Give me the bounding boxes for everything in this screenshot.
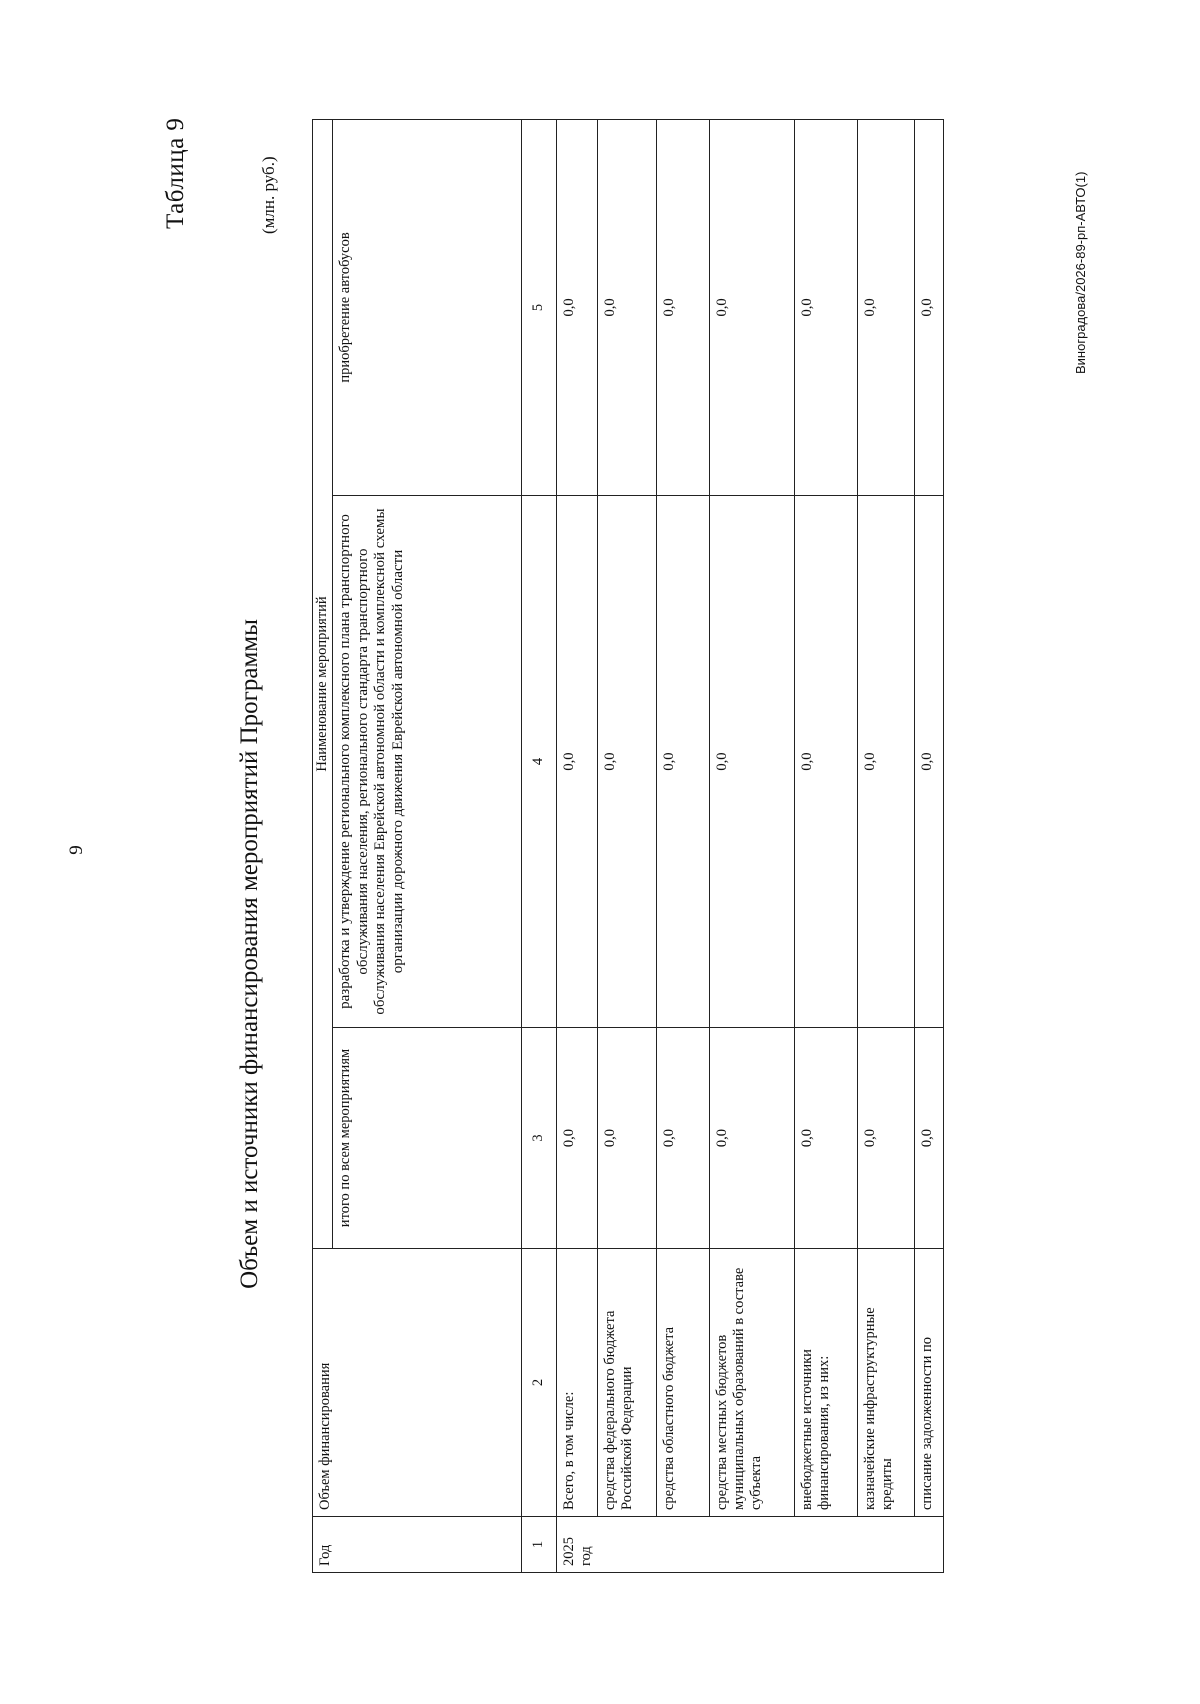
value-event-1: 0,0 xyxy=(794,496,857,1028)
header-event-1: разработка и утверждение регионального комплексного плана транспортного обслуживания населения, регионального стандарта транспортного обслуживания населения Еврейской автономной области и комплексной схемы организации дорожного движения Еврейской автономной области xyxy=(332,496,521,1028)
header-row xyxy=(313,119,333,1572)
value-total: 0,0 xyxy=(794,1028,857,1249)
header-events-group: Наименование мероприятий xyxy=(313,119,333,1248)
value-total: 0,0 xyxy=(597,1028,656,1249)
column-number: 1 xyxy=(521,1517,556,1573)
value-event-1: 0,0 xyxy=(857,496,914,1028)
column-numbers-row xyxy=(521,119,556,1572)
table-row xyxy=(794,119,857,1572)
value-event-2: 0,0 xyxy=(914,119,943,495)
value-total: 0,0 xyxy=(656,1028,709,1249)
row-label: Всего, в том числе: xyxy=(556,1249,597,1517)
document-title: Объем и источники финансирования мероприятий Программы xyxy=(236,619,263,1289)
row-label: средства местных бюджетов муниципальных образований в составе субъекта xyxy=(709,1249,794,1517)
header-year: Год xyxy=(313,1517,522,1573)
value-total: 0,0 xyxy=(556,1028,597,1249)
value-event-1: 0,0 xyxy=(556,496,597,1028)
value-total: 0,0 xyxy=(857,1028,914,1249)
value-event-2: 0,0 xyxy=(794,119,857,495)
row-label: средства федерального бюджета Российской Федерации xyxy=(597,1249,656,1517)
value-event-1: 0,0 xyxy=(656,496,709,1028)
value-event-1: 0,0 xyxy=(914,496,943,1028)
column-number: 2 xyxy=(521,1249,556,1517)
header-total: итого по всем мероприятиям xyxy=(332,1028,521,1249)
value-event-2: 0,0 xyxy=(656,119,709,495)
column-number: 4 xyxy=(521,496,556,1028)
row-label: списание задолженности по xyxy=(914,1249,943,1517)
table-row xyxy=(556,119,597,1572)
value-event-1: 0,0 xyxy=(709,496,794,1028)
row-label: средства областного бюджета xyxy=(656,1249,709,1517)
table-row xyxy=(656,119,709,1572)
row-label: внебюджетные источники финансирования, из них: xyxy=(794,1249,857,1517)
row-label: казначейские инфраструктурные кредиты xyxy=(857,1249,914,1517)
table-row xyxy=(597,119,656,1572)
column-number: 5 xyxy=(521,119,556,495)
value-event-2: 0,0 xyxy=(597,119,656,495)
document-reference: Виноградова/2026-89-рп-АВТО(1) xyxy=(1073,171,1088,374)
year-cell: 2025 год xyxy=(556,1517,943,1573)
header-event-2: приобретение автобусов xyxy=(332,119,521,495)
page-number: 9 xyxy=(66,845,87,855)
value-event-2: 0,0 xyxy=(857,119,914,495)
value-event-2: 0,0 xyxy=(709,119,794,495)
value-total: 0,0 xyxy=(914,1028,943,1249)
value-total: 0,0 xyxy=(709,1028,794,1249)
value-event-2: 0,0 xyxy=(556,119,597,495)
table-row xyxy=(709,119,794,1572)
column-number: 3 xyxy=(521,1028,556,1249)
table-row xyxy=(914,119,943,1572)
header-funding: Объем финансирования xyxy=(313,1249,522,1517)
financing-table xyxy=(312,119,944,1573)
table-label: Таблица 9 xyxy=(162,117,189,229)
value-event-1: 0,0 xyxy=(597,496,656,1028)
units-label: (млн. руб.) xyxy=(259,156,278,234)
table-row xyxy=(857,119,914,1572)
